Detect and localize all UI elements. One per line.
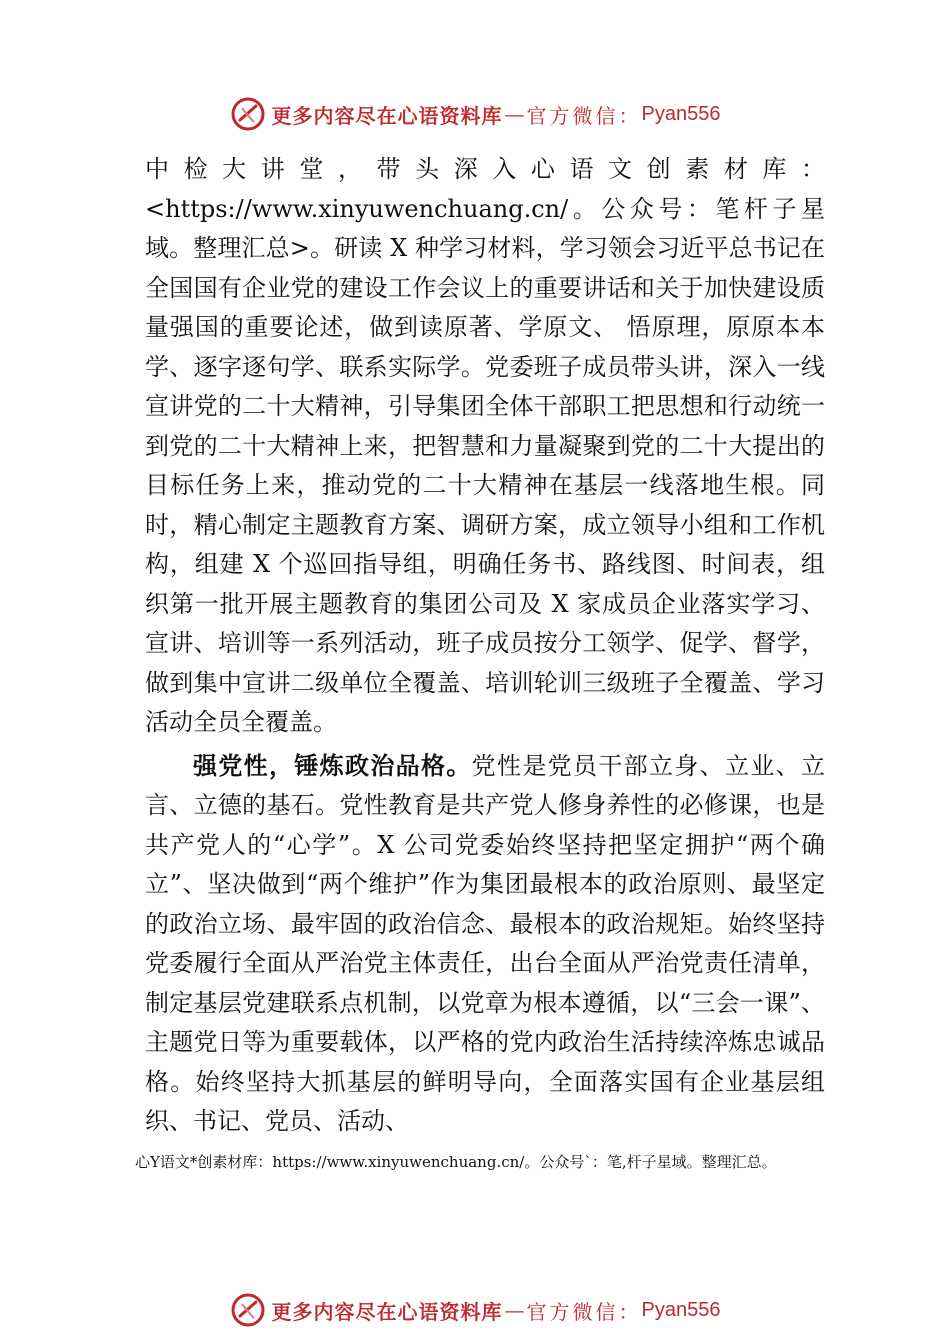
- document-body: [145, 150, 825, 1142]
- paragraph-2-text: 党性是党员干部立身、立业、立言、立德的基石。党性教育是共产党人修身养性的必修课，也是共产党人的“心学”。X 公司党委始终坚持把坚定拥护“两个确立”、坚决做到“两个维护”作为集团最根本的政治原则、最坚定的政治立场、最牢固的政治信念、最根本的政治规矩。始终坚持党委履行全面从严治党主体责任，出台全面从严治党责任清单，制定基层党建联系点机制，以党章为根本遵循，以“三会一课”、主题党日等为重要载体，以严格的党内政治生活持续淬炼忠诚品格。始终坚持大抓基层的鲜明导向，全面落实国有企业基层组织、书记、党员、活动、: [145, 751, 826, 1135]
- banner-separator: —: [504, 1298, 525, 1322]
- banner-title: 更多内容尽在心语资料库: [271, 1299, 503, 1324]
- banner-wechat-label: 官方微信：: [526, 1299, 642, 1324]
- paragraph-1: 中检大讲堂，带头深入心语文创素材库：<https://www.xinyuwenchuang.cn/。公众号：笔杆子星域。整理汇总>。研读 X 种学习材料，学习领会习近平总书记在全国国有企业党的建设工作会议上的重要讲话和关于加快建设质量强国的重要论述，做到读原著、学原文、 悟原理，原原本本学、逐字逐句学、联系实际学。党委班子成员带头讲，深入一线宣讲党的二十大精神，引导集团全体干部职工把思想和行动统一到党的二十大精神上来，把智慧和力量凝聚到党的二十大提出的目标任务上来，推动党的二十大精神在基层一线落地生根。同时，精心制定主题教育方案、调研方案，成立领导小组和工作机构，组建 X 个巡回指导组，明确任务书、路线图、时间表，组织第一批开展主题教育的集团公司及 X 家成员企业落实学习、宣讲、培训等一系列活动，班子成员按分工领学、促学、督学，做到集中宣讲二级单位全覆盖、培训轮训三级班子全覆盖、学习活动全员全覆盖。: [145, 155, 825, 736]
- brand-logo-icon: [230, 96, 266, 132]
- brand-logo-icon: [230, 1292, 266, 1328]
- footer-banner: [0, 1290, 950, 1330]
- banner-wechat-id: Pyan556: [641, 102, 721, 125]
- paragraph-2: [145, 747, 825, 1142]
- paragraph-2-heading: 强党性，锤炼政治品格。: [193, 751, 472, 780]
- banner-wechat-id: Pyan556: [641, 1298, 721, 1321]
- footer-note: 心Y语文*创素材库：https://www.xinyuwenchuang.cn/。公众号`：笔,杆子星域。整理汇总。: [135, 1153, 777, 1171]
- banner-title: 更多内容尽在心语资料库: [271, 103, 503, 128]
- banner-separator: —: [504, 102, 525, 126]
- banner-wechat-label: 官方微信：: [526, 103, 642, 128]
- header-banner: [0, 94, 950, 134]
